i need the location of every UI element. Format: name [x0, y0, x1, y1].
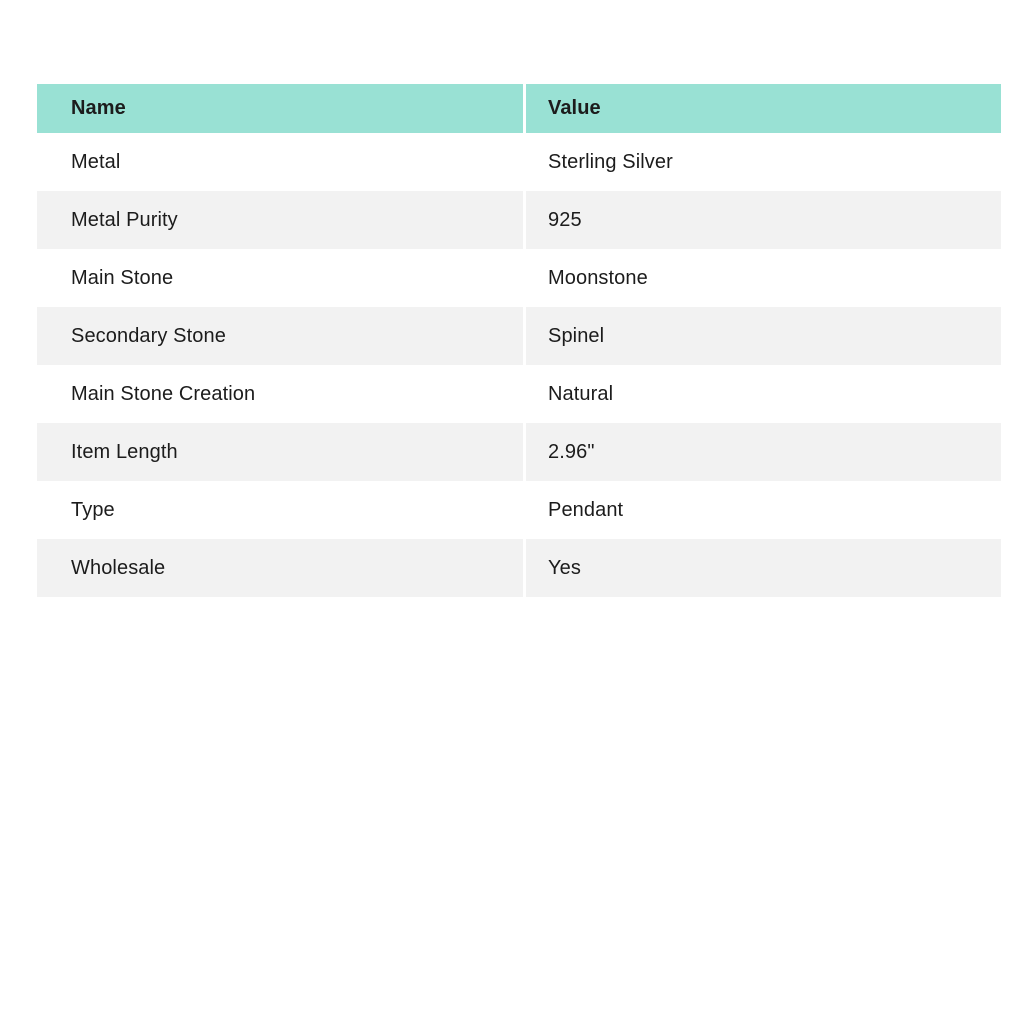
name-cell: Metal	[37, 133, 523, 191]
table-row	[37, 133, 1001, 191]
name-cell: Secondary Stone	[37, 307, 523, 365]
table-row	[37, 191, 1001, 249]
table-row	[37, 307, 1001, 365]
name-cell: Wholesale	[37, 539, 523, 597]
name-cell: Main Stone	[37, 249, 523, 307]
column-header-name: Name	[37, 84, 523, 133]
value-cell: 2.96"	[523, 423, 1001, 481]
name-cell: Type	[37, 481, 523, 539]
value-cell: Yes	[523, 539, 1001, 597]
value-cell: Spinel	[523, 307, 1001, 365]
table-row	[37, 249, 1001, 307]
name-cell: Item Length	[37, 423, 523, 481]
table-row	[37, 365, 1001, 423]
name-cell: Main Stone Creation	[37, 365, 523, 423]
value-cell: 925	[523, 191, 1001, 249]
column-header-value: Value	[523, 84, 1001, 133]
table-header-row	[37, 84, 1001, 133]
name-cell: Metal Purity	[37, 191, 523, 249]
value-cell: Pendant	[523, 481, 1001, 539]
product-spec-table	[37, 84, 1001, 597]
table-body	[37, 133, 1001, 597]
value-cell: Natural	[523, 365, 1001, 423]
value-cell: Moonstone	[523, 249, 1001, 307]
value-cell: Sterling Silver	[523, 133, 1001, 191]
table-row	[37, 539, 1001, 597]
table-row	[37, 423, 1001, 481]
table-row	[37, 481, 1001, 539]
